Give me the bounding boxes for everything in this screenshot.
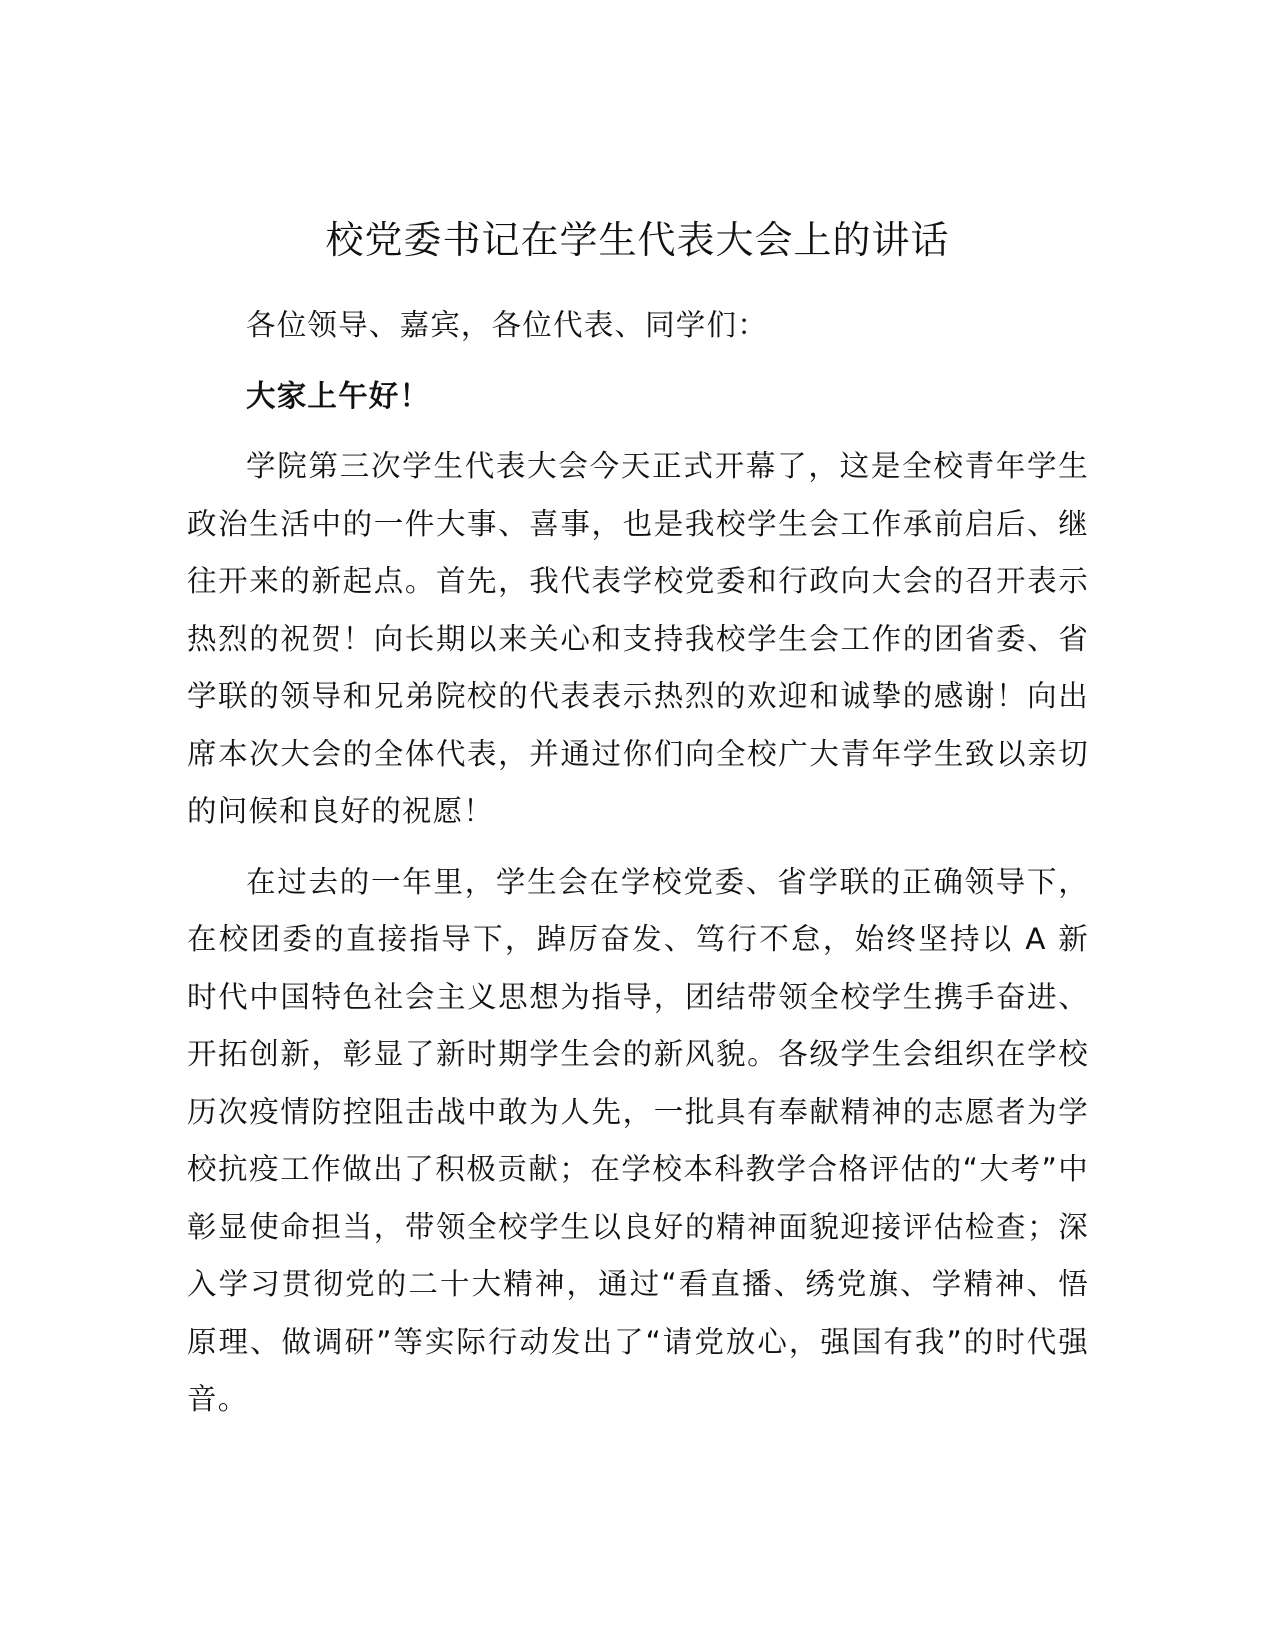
document-body [187,297,1089,1442]
paragraph-achievements: 在过去的一年里，学生会在学校党委、省学联的正确领导下，在校团委的直接指导下，踔厉奋发、笃行不怠，始终坚持以 A 新时代中国特色社会主义思想为指导，团结带领全校学生携手奋进、开拓创新，彰显了新时期学生会的新风貌。各级学生会组织在学校历次疫情防控阻击战中敢为人先，一批具有奉献精神的志愿者为学校抗疫工作做出了积极贡献；在学校本科教学合格评估的“大考”中彰显使命担当，带领全校学生以良好的精神面貌迎接评估检查；深入学习贯彻党的二十大精神，通过“看直播、绣党旗、学精神、悟原理、做调研”等实际行动发出了“请党放心，强国有我”的时代强音。 [187,864,1089,1416]
paragraph-opening: 学院第三次学生代表大会今天正式开幕了，这是全校青年学生政治生活中的一件大事、喜事，也是我校学生会工作承前启后、继往开来的新起点。首先，我代表学校党委和行政向大会的召开表示热烈的祝贺！向长期以来关心和支持我校学生会工作的团省委、省学联的领导和兄弟院校的代表表示热烈的欢迎和诚挚的感谢！向出席本次大会的全体代表，并通过你们向全校广大青年学生致以亲切的问候和良好的祝愿！ [187,449,1089,828]
salutation: 各位领导、嘉宾，各位代表、同学们： [246,308,768,342]
greeting: 大家上午好！ [246,378,431,413]
document-title: 校党委书记在学生代表大会上的讲话 [325,218,950,262]
